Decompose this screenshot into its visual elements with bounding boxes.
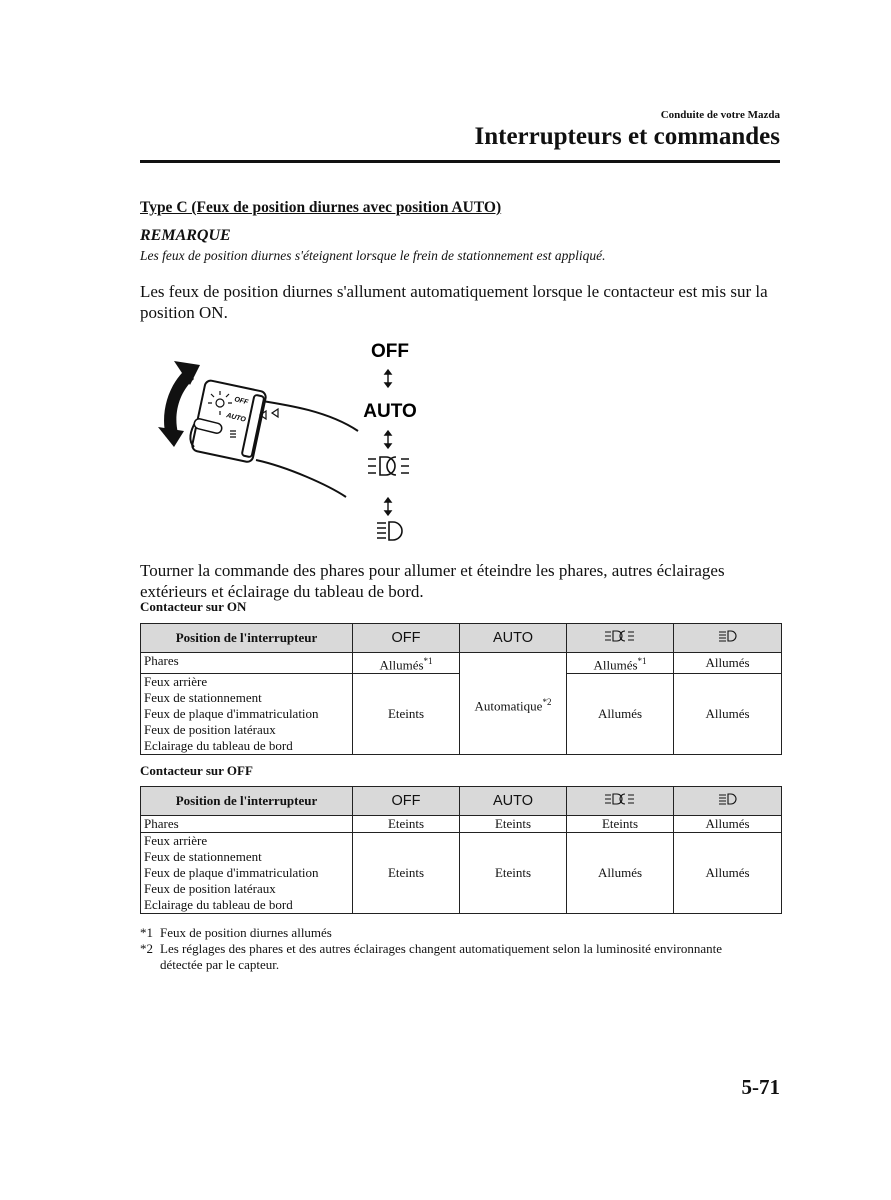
header-rule	[140, 160, 780, 163]
table-row	[141, 833, 782, 914]
table-header-row	[141, 624, 782, 653]
knob-label-auto: AUTO	[225, 412, 247, 424]
position-auto-label: AUTO	[363, 401, 417, 422]
header-off: OFF	[353, 624, 460, 653]
cell-headlight: Allumés	[674, 833, 782, 914]
lever-illustration	[190, 380, 358, 497]
cell-off: Eteints	[353, 674, 460, 755]
note-text: Les feux de position diurnes s'éteignent lorsque le frein de stationnement est appliqué.	[140, 248, 606, 263]
footnote-1: *1 Feux de position diurnes allumés	[140, 925, 332, 940]
page-number: 5-71	[741, 1075, 780, 1099]
cell-off: Eteints	[353, 833, 460, 914]
page-title: Interrupteurs et commandes	[474, 123, 780, 150]
row-label-other-lights: Feux arrière Feux de stationnement Feux de plaque d'immatriculation Feux de position latéraux Eclairage du tableau de bord	[141, 833, 353, 914]
row-label-other-lights: Feux arrière Feux de stationnement Feux de plaque d'immatriculation Feux de position latéraux Eclairage du tableau de bord	[141, 674, 353, 755]
header-parking-light	[567, 787, 674, 816]
header-position: Position de l'interrupteur	[141, 624, 353, 653]
updown-arrow-icon	[385, 431, 391, 448]
row-label-headlights: Phares	[141, 816, 353, 833]
updown-arrow-icon	[385, 498, 391, 515]
header-headlight	[674, 624, 782, 653]
headlight-icon	[377, 522, 402, 540]
cell-parking: Eteints	[567, 816, 674, 833]
parking-light-icon	[603, 630, 637, 642]
footnote-2: *2 Les réglages des phares et des autres éclairages changent automatiquement selon la luminosité environnante détectée par le capteur.	[140, 941, 723, 972]
row-label-headlights: Phares	[141, 653, 353, 674]
table-header-row	[141, 787, 782, 816]
intro-paragraph: Les feux de position diurnes s'allument automatiquement lorsque le contacteur est mis sur la position ON.	[140, 282, 768, 322]
header-section: Conduite de votre Mazda	[660, 109, 780, 121]
cell-off: Allumés$^{*1}$	[353, 653, 460, 674]
position-off-label: OFF	[371, 341, 409, 362]
cell-parking: Allumés	[567, 833, 674, 914]
parking-light-icon	[603, 793, 637, 805]
header-off: OFF	[353, 787, 460, 816]
cell-auto: Eteints	[460, 833, 567, 914]
table-caption-on: Contacteur sur ON	[140, 599, 247, 614]
cell-auto: Eteints	[460, 816, 567, 833]
headlight-icon	[717, 630, 739, 642]
switch-table-off	[140, 786, 782, 914]
table-row	[141, 653, 782, 674]
parking-light-icon	[368, 457, 409, 475]
header-auto: AUTO	[460, 787, 567, 816]
knob-label-off: OFF	[233, 396, 249, 407]
header-position: Position de l'interrupteur	[141, 787, 353, 816]
cell-headlight: Allumés	[674, 653, 782, 674]
headlight-switch-figure	[148, 335, 438, 547]
table-row	[141, 816, 782, 833]
header-auto: AUTO	[460, 624, 567, 653]
cell-headlight: Allumés	[674, 674, 782, 755]
header-headlight	[674, 787, 782, 816]
switch-paragraph: Tourner la commande des phares pour allumer et éteindre les phares, autres éclairages extérieurs et éclairage du tableau de bord.	[140, 561, 725, 601]
cell-parking: Allumés$^{*1}$	[567, 653, 674, 674]
headlight-icon	[717, 793, 739, 805]
cell-headlight: Allumés	[674, 816, 782, 833]
header-parking-light	[567, 624, 674, 653]
subsection-title: Type C (Feux de position diurnes avec position AUTO)	[140, 199, 502, 216]
cell-off: Eteints	[353, 816, 460, 833]
cell-auto: Automatique$^{*2}$	[460, 653, 567, 755]
updown-arrow-icon	[385, 370, 391, 387]
cell-parking: Allumés	[567, 674, 674, 755]
table-caption-off: Contacteur sur OFF	[140, 763, 253, 778]
switch-table-on	[140, 623, 782, 755]
note-title: REMARQUE	[140, 227, 231, 244]
